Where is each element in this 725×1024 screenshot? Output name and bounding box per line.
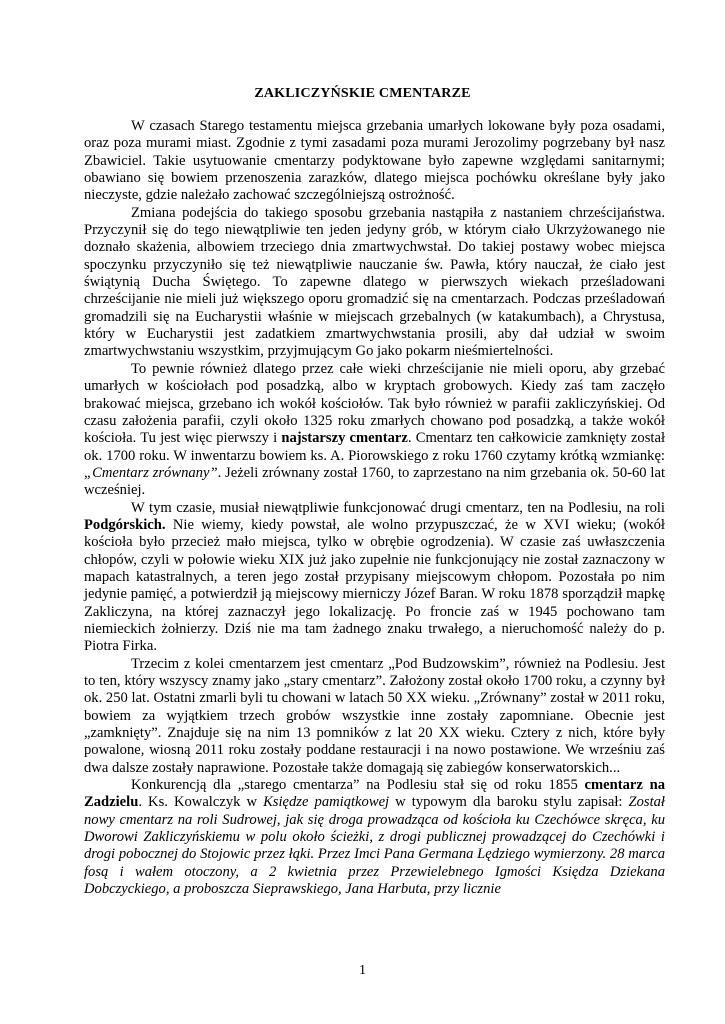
text-run: . Jeżeli zrównany został 1760, to zaprzestano na nim grzebania ok. 50-60 lat wcześniej. [84, 464, 665, 499]
text-run: W czasach Starego testamentu miejsca grzebania umarłych lokowane były poza osadami, oraz poza murami miast. Zgodnie z tymi zasadami poza murami Jerozolimy pogrzebany był nasz Zbawiciel. Takie usytuowanie cmentarzy podyktowane było zapewne względami sanitarnymi; obawiano się bowiem przenoszenia zarazków, dlatego miejsca pochówku określane były jako nieczyste, gdzie należało zachować szczególniejszą ostrożność. [84, 118, 665, 204]
bold-text: najstarszy cmentarz [281, 430, 408, 447]
document-body [84, 118, 665, 898]
italic-text: Został nowy cmentarz na roli Sudrowej, jak się droga prowadząca od kościoła ku Czechówce skręca, ku Dworowi Zakliczyńskiemu w polu około ścieżki, z drogi publicznej prowadzącej do Czechówki i drogi pobocznej do Stojowic przez łąki. Przez Imci Pana Germana Lędziego wymierzony. 28 marca fosą i wałem otoczony, a 2 kwietnia przez Przewielebnego Igmości Księdza Dziekana Dobczyckiego, a proboszcza Sieprawskiego, Jana Harbuta, przy licznie [84, 794, 665, 898]
text-run: Nie wiemy, kiedy powstał, ale wolno przypuszczać, że w XVI wieku; (wokół kościoła było przecież mało miejsca, tylko w obrębie ogrodzenia). W czasie zaś uwłaszczenia chłopów, czyli w połowie wieku XIX już jako zupełnie nie funkcjonujący nie został zaznaczony w mapach katastralnych, a teren jego został przypisany miejscowym chłopom. Pozostała po nim jedynie pamięć, a potwierdził ją miejscowy mierniczy Józef Baran. W roku 1878 sporządził mapkę Zakliczyna, na której zaznaczył jego lokalizację. Po froncie zaś w 1945 pochowano tam niemieckich żołnierzy. Dziś nie ma tam żadnego znaku trwałego, a nieruchomość należy do p. Piotra Firka. [84, 516, 665, 655]
bold-text: cmentarz na Zadzielu [84, 777, 665, 811]
paragraph [84, 777, 665, 898]
paragraph [84, 500, 665, 656]
document-title: ZAKLICZYŃSKIE CMENTARZE [254, 86, 471, 101]
italic-text: Księdze pamiątkowej [263, 794, 390, 811]
text-run: W tym czasie, musiał niewątpliwie funkcjonować drugi cmentarz, ten na Podlesiu, na roli [131, 499, 665, 516]
text-run: Trzecim z kolei cmentarzem jest cmentarz „Pod Budzowskim”, również na Podlesiu. Jest to ten, który wszyscy znamy jako „stary cmentarz”. Założony został około 1700 roku, a czynny był ok. 250 lat. Ostatni zmarli byli tu chowani w latach 50 XX wieku. „Zrównany” został w 2011 roku, bowiem za wyjątkiem trzech grobów wszystkie inne zostały zapomniane. Obecnie jest „zamknięty”. Znajduje się na nim 13 pomników z lat 20 XX wieku. Cztery z nich, które były powalone, wiosną 2011 roku zostały poddane restauracji i na nowo postawione. We wrześniu zaś dwa dalsze zostały naprawione. Pozostałe także domagają się zabiegów konserwatorskich... [84, 655, 665, 776]
text-run: . Ks. Kowalczyk w [138, 794, 264, 811]
paragraph [84, 118, 665, 205]
text-run: Konkurencją dla „starego cmentarza” na Podlesiu stał się od roku 1855 [131, 777, 585, 794]
text-run: Zmiana podejścia do takiego sposobu grzebania nastąpiła z nastaniem chrześcijaństwa. Przyczynił się do tego niewątpliwie ten jeden jedyny grób, w którym ciało Ukrzyżowanego nie doznało skażenia, albowiem trzeciego dnia zmartwychwstał. Do takiej postawy wobec miejsca spoczynku przyczyniło się też niewątpliwie nauczanie św. Pawła, który nauczał, że ciało jest świątynią Ducha Świętego. To zapewne dlatego w pierwszych wiekach prześladowani chrześcijanie nie mieli już większego oporu gromadzić się na cmentarzach. Podczas prześladowań gromadzili się na Eucharystii właśnie w miejscach grzebalnych (w katakumbach), a Chrystusa, który w Eucharystii jest zadatkiem zmartwychwstania prosili, aby dał udział w swoim zmartwychwstaniu wszystkim, przyjmującym Go jako pokarm nieśmiertelności. [84, 204, 665, 360]
paragraph [84, 361, 665, 500]
paragraph [84, 205, 665, 361]
text-run: To pewnie również dlatego przez całe wieki chrześcijanie nie mieli oporu, aby grzebać umarłych w kościołach pod posadzką, albo w kryptach grobowych. Kiedy zaś tam zaczęło brakować miejsca, grzebano ich wokół kościołów. Tak było również w parafii zakliczyńskiej. Od czasu założenia parafii, czyli około 1325 roku zmarłych chowano pod posadzką, a także wokół kościoła. Tu jest więc pierwszy i [84, 360, 665, 447]
text-run: . Cmentarz ten całkowicie zamknięty został ok. 1700 roku. W inwentarzu bowiem ks. A. Piorowskiego z roku 1760 czytamy krótką wzmiankę: [84, 430, 665, 464]
text-run: w typowym dla baroku stylu zapisał: [389, 794, 629, 811]
italic-text: „Cmentarz zrównany” [84, 464, 218, 481]
bold-text: Podgórskich. [84, 516, 166, 533]
page-number: 1 [359, 963, 366, 978]
paragraph [84, 656, 665, 777]
